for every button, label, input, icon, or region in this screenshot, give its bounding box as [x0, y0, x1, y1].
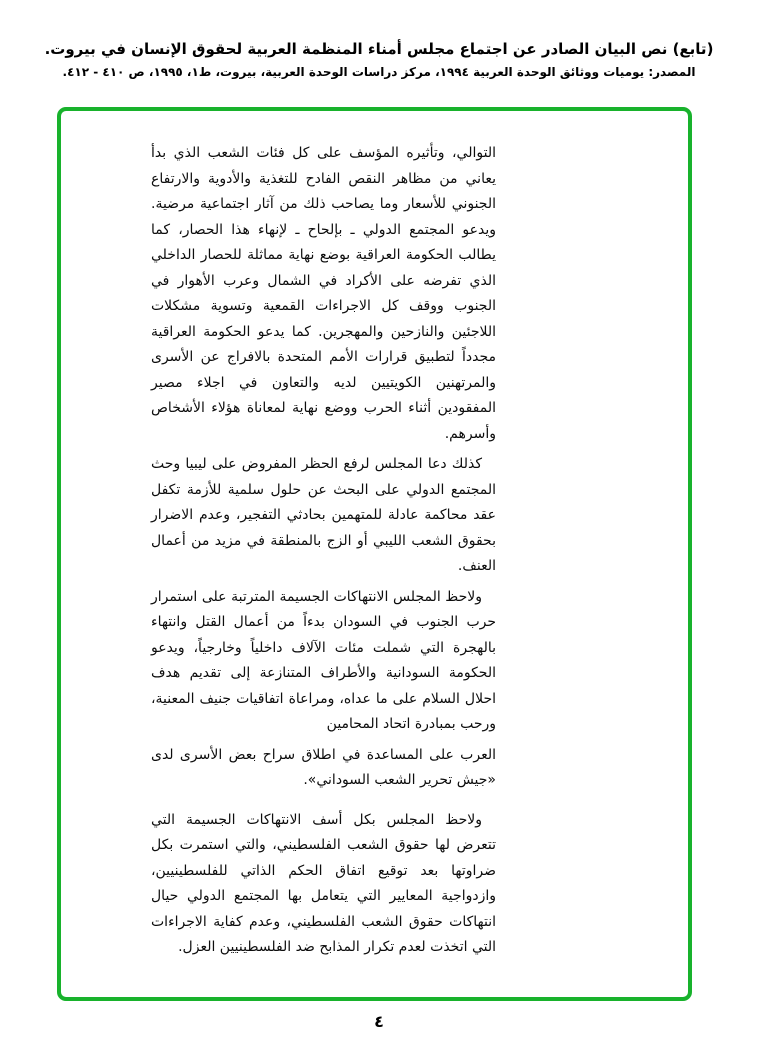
- source-citation: المصدر: يوميات ووثائق الوحدة العربية ١٩٩٤، مركز دراسات الوحدة العربية، بيروت، ط١، ١٩٩٥، ص ٤١٠ - ٤١٢.: [62, 65, 696, 79]
- paragraph: التوالي، وتأثيره المؤسف على كل فئات الشعب الذي بدأ يعاني من مظاهر النقص الفادح للتغذية والأدوية والارتفاع الجنوني للأسعار وما يصاحب ذلك من آثار اجتماعية مرضية. ويدعو المجتمع الدولي ـ بإلحاح ـ لإنهاء هذا الحصار، كما يطالب الحكومة العراقية بوضع نهاية مماثلة للحصار الداخلي الذي تفرضه على الأكراد في الشمال وعرب الأهوار في الجنوب ووقف كل الاجراءات القمعية وتسوية مشكلات اللاجئين والنازحين والمهجرين. كما يدعو الحكومة العراقية مجدداً لتطبيق قرارات الأمم المتحدة بالافراج عن الأسرى والمرتهنين الكويتيين لديه والتعاون في اجلاء مصير المفقودين أثناء الحرب ووضع نهاية لمعاناة هؤلاء الأشخاص وأسرهم.: [151, 145, 496, 442]
- paragraph: العرب على المساعدة في اطلاق سراح بعض الأسرى لدى «جيش تحرير الشعب السوداني».: [151, 746, 496, 788]
- body-text: [151, 141, 496, 961]
- content-frame: [57, 107, 692, 1001]
- document-title: (تابع) نص البيان الصادر عن اجتماع مجلس أمناء المنظمة العربية لحقوق الإنسان في بيروت.: [44, 40, 714, 58]
- page-number: ٤: [374, 1012, 384, 1031]
- page-header: [0, 38, 758, 79]
- paragraph: ولاحظ المجلس الانتهاكات الجسيمة المترتبة على استمرار حرب الجنوب في السودان بدءاً من أعمال القتل وانتهاء بالهجرة التي شملت مئات الآلاف داخلياً وخارجياً، ويدعو الحكومة السودانية والأطراف المتنازعة إلى تقديم هدف احلال السلام على ما عداه، ومراعاة اتفاقيات جنيف المعنية، ورحب بمبادرة اتحاد المحامين: [151, 588, 496, 732]
- paragraph: ولاحظ المجلس بكل أسف الانتهاكات الجسيمة التي تتعرض لها حقوق الشعب الفلسطيني، والتي استمرت بكل ضراوتها بعد توقيع اتفاق الحكم الذاتي للفلسطينيين، وازدواجية المعايير التي يتعامل بها المجتمع الدولي حيال انتهاكات حقوق الشعب الفلسطيني، وعدم كفاية الاجراءات التي اتخذت لعدم تكرار المذابح ضد الفلسطينيين العزل.: [151, 811, 496, 955]
- paragraph: كذلك دعا المجلس لرفع الحظر المفروض على ليبيا وحث المجتمع الدولي على البحث عن حلول سلمية للأزمة تكفل عقد محاكمة عادلة للمتهمين بحادثي التفجير، وعدم الاضرار بحقوق الشعب الليبي أو الزج بالمنطقة في مزيد من أعمال العنف.: [151, 456, 496, 574]
